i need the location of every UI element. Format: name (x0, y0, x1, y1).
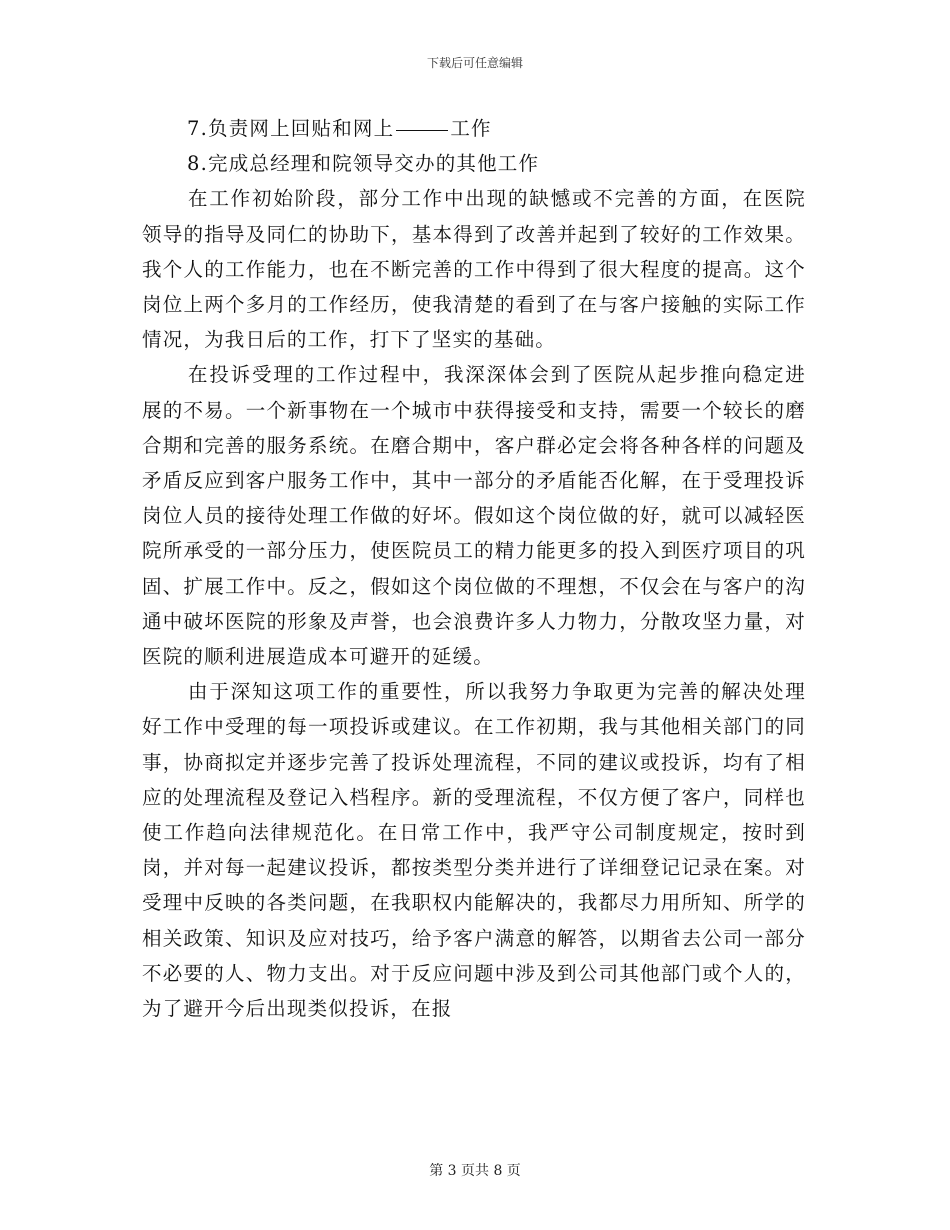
fill-in-blank (396, 129, 448, 131)
paragraph-2: 在投诉受理的工作过程中，我深深体会到了医院从起步推向稳定进展的不易。一个新事物在一个城市中获得接受和支持，需要一个较长的磨合期和完善的服务系统。在磨合期中，客户群必定会将各种各样的问题及矛盾反应到客户服务工作中，其中一部分的矛盾能否化解，在于受理投诉岗位人员的接待处理工作做的好坏。假如这个岗位做的好，就可以减轻医院所承受的一部分压力，使医院员工的精力能更多的投入到医疗项目的巩固、扩展工作中。反之，假如这个岗位做的不理想，不仅会在与客户的沟通中破坏医院的形象及声誉，也会浪费许多人力物力，分散攻坚力量，对医院的顺利进展造成本可避开的延缓。 (142, 363, 806, 669)
list-item-7 (142, 111, 806, 146)
list-item-8-text: 8.完成总经理和院领导交办的其他工作 (187, 152, 540, 176)
paragraph-3: 由于深知这项工作的重要性，所以我努力争取更为完善的解决处理好工作中受理的每一项投诉或建议。在工作初期，我与其他相关部门的同事，协商拟定并逐步完善了投诉处理流程，不同的建议或投诉，均有了相应的处理流程及登记入档程序。新的受理流程，不仅方便了客户，同样也使工作趋向法律规范化。在日常工作中，我严守公司制度规定，按时到岗，并对每一起建议投诉，都按类型分类并进行了详细登记记录在案。对受理中反映的各类问题，在我职权内能解决的，我都尽力用所知、所学的相关政策、知识及应对技巧，给予客户满意的解答，以期省去公司一部分不必要的人、物力支出。对于反应问题中涉及到公司其他部门或个人的，为了避开今后出现类似投诉，在报 (142, 680, 806, 1021)
page-header: 下载后可任意编辑 (426, 56, 523, 70)
list-item-8 (142, 146, 806, 181)
document-body (142, 111, 806, 1026)
list-item-7-text: 7.负责网上回贴和网上 (187, 117, 395, 140)
page-footer: 第 3 页共 8 页 (429, 1163, 521, 1179)
paragraph-1: 在工作初始阶段，部分工作中出现的缺憾或不完善的方面，在医院领导的指导及同仁的协助下，基本得到了改善并起到了较好的工作效果。我个人的工作能力，也在不断完善的工作中得到了很大程度的提高。这个岗位上两个多月的工作经历，使我清楚的看到了在与客户接触的实际工作情况，为我日后的工作，打下了坚实的基础。 (142, 187, 806, 352)
list-item-7-tail: 工作 (450, 117, 492, 140)
